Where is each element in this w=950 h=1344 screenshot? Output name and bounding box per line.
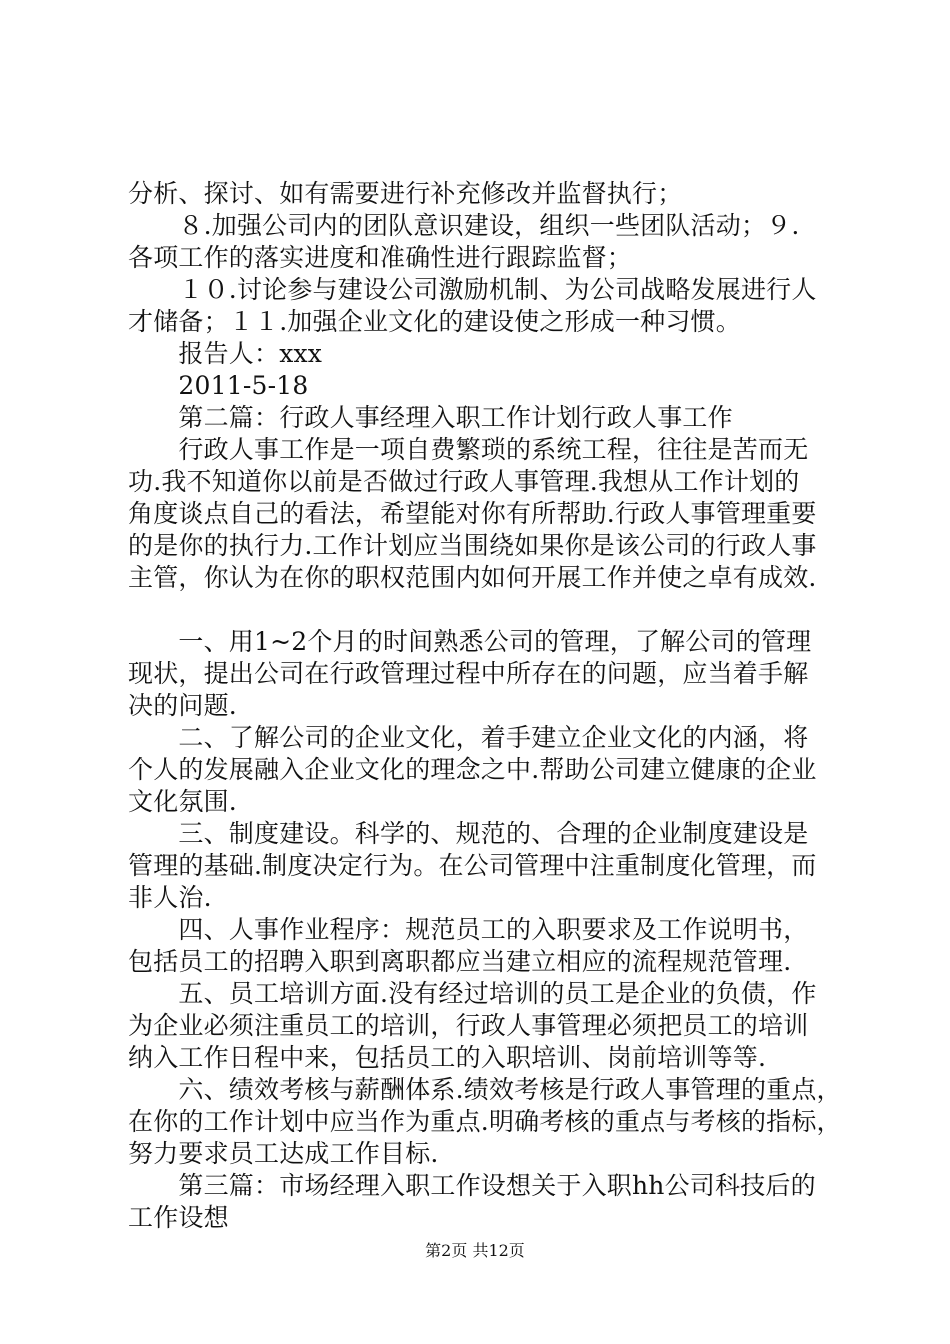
text-line: 工作设想 [128, 1203, 229, 1232]
text-line: 管理的基础.制度决定行为。在公司管理中注重制度化管理，而 [128, 851, 817, 880]
text-line: 包括员工的招聘入职到离职都应当建立相应的流程规范管理. [128, 947, 792, 976]
text-line: 报告人：xxx [128, 339, 323, 368]
text-line: 2011-5-18 [128, 371, 309, 400]
text-line: 的是你的执行力.工作计划应当围绕如果你是该公司的行政人事 [128, 531, 817, 560]
text-line: 在你的工作计划中应当作为重点.明确考核的重点与考核的指标， [128, 1107, 842, 1136]
text-line: 努力要求员工达成工作目标. [128, 1139, 439, 1168]
document-body [128, 178, 848, 1234]
text-line: 角度谈点自己的看法，希望能对你有所帮助.行政人事管理重要 [128, 499, 817, 528]
text-line: 主管，你认为在你的职权范围内如何开展工作并使之卓有成效. [128, 563, 817, 592]
text-line: 纳入工作日程中来，包括员工的入职培训、岗前培训等等. [128, 1043, 767, 1072]
text-line: 非人治. [128, 883, 212, 912]
text-line: １０.讨论参与建设公司激励机制、为公司战略发展进行人 [128, 275, 817, 304]
text-line: 功.我不知道你以前是否做过行政人事管理.我想从工作计划的 [128, 467, 800, 496]
page-footer: 第2页 共12页 [425, 1241, 525, 1260]
text-line: 第三篇：市场经理入职工作设想关于入职hh公司科技后的 [128, 1171, 816, 1200]
text-line: 分析、探讨、如有需要进行补充修改并监督执行； [128, 179, 683, 208]
text-line: 决的问题. [128, 691, 237, 720]
text-line: 文化氛围. [128, 787, 237, 816]
text-line: 五、员工培训方面.没有经过培训的员工是企业的负债，作 [128, 979, 817, 1008]
text-line: 个人的发展融入企业文化的理念之中.帮助公司建立健康的企业 [128, 755, 817, 784]
text-line: 一、用1~2个月的时间熟悉公司的管理，了解公司的管理 [128, 627, 812, 656]
text-line: 现状，提出公司在行政管理过程中所存在的问题，应当着手解 [128, 659, 809, 688]
text-line: 为企业必须注重员工的培训，行政人事管理必须把员工的培训 [128, 1011, 809, 1040]
text-line: 才储备；１１.加强企业文化的建设使之形成一种习惯。 [128, 307, 741, 336]
text-line: 六、绩效考核与薪酬体系.绩效考核是行政人事管理的重点， [128, 1075, 842, 1104]
text-line: 各项工作的落实进度和准确性进行跟踪监督； [128, 243, 633, 272]
text-line: 四、人事作业程序：规范员工的入职要求及工作说明书， [128, 915, 809, 944]
text-line: ８.加强公司内的团队意识建设，组织一些团队活动；９. [128, 211, 800, 240]
text-line: 行政人事工作是一项自费繁琐的系统工程，往往是苦而无 [128, 435, 809, 464]
blank-line [128, 594, 848, 626]
text-line: 二、了解公司的企业文化，着手建立企业文化的内涵，将 [128, 723, 809, 752]
text-line: 第二篇：行政人事经理入职工作计划行政人事工作 [128, 403, 733, 432]
text-line: 三、制度建设。科学的、规范的、合理的企业制度建设是 [128, 819, 809, 848]
